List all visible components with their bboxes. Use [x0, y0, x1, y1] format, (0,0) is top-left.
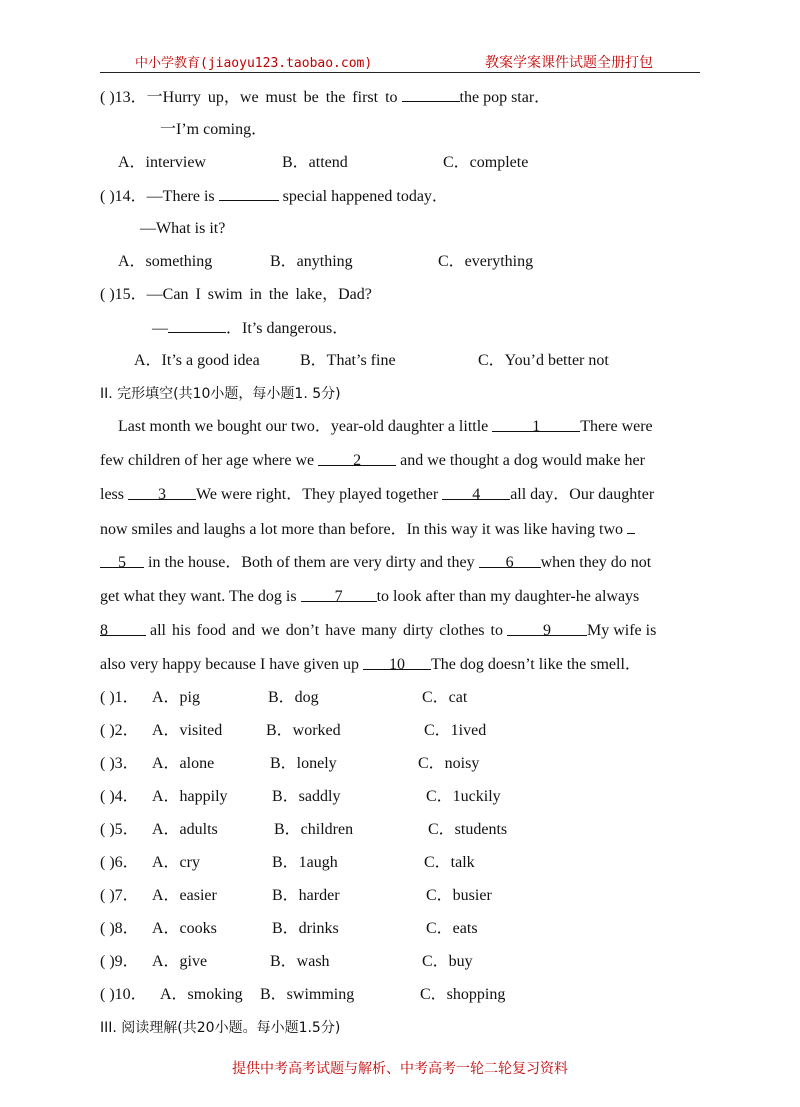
question-number: ( )14．: [100, 188, 147, 205]
option-c: C．everything: [438, 253, 534, 270]
question-15-reply: [152, 318, 348, 338]
option-b: B．wash: [270, 953, 330, 970]
option-c: C．cat: [422, 689, 468, 706]
passage-line-8: [100, 655, 700, 675]
option-number: ( )10．: [100, 986, 147, 1003]
question-stem: —There is: [146, 188, 215, 205]
question-14-reply: —What is it?: [140, 220, 226, 237]
option-a: A．cooks: [152, 920, 217, 937]
cloze-blank-7: 7: [301, 587, 377, 602]
reply-end: ．It’s dangerous．: [226, 320, 349, 337]
passage-text: to look after than my daughter-he always: [376, 588, 640, 605]
cloze-option-row-2: [100, 721, 700, 741]
option-number: ( )8．: [100, 920, 139, 937]
option-c: C．eats: [426, 920, 478, 937]
option-b: B．saddly: [272, 788, 341, 805]
cloze-blank-6: 6: [479, 553, 541, 568]
option-c: C．1uckily: [426, 788, 501, 805]
cloze-blank-5-start: [627, 519, 635, 534]
option-b: B．lonely: [270, 755, 337, 772]
passage-text: less: [100, 486, 124, 503]
page-header: [100, 52, 700, 73]
question-13-reply: 一I’m coming．: [160, 121, 268, 138]
passage-line-2: [100, 451, 700, 471]
option-a: A．easier: [152, 887, 217, 904]
cloze-option-row-4: [100, 787, 700, 807]
section-title-text: III. 阅读理解(共20小题。每小题1.5分): [100, 1020, 341, 1036]
passage-text: few children of her age where we: [100, 452, 315, 469]
option-a: A．It’s a good idea: [134, 352, 260, 369]
option-c: C．1ived: [424, 722, 487, 739]
question-stem-end: special happened today．: [282, 188, 448, 205]
cloze-blank-10: 10: [363, 655, 431, 670]
cloze-option-row-6: [100, 853, 700, 873]
option-c: C．students: [428, 821, 508, 838]
passage-line-1: [118, 417, 700, 437]
passage-text: There were: [580, 418, 653, 435]
question-15-options: [100, 351, 700, 371]
option-number: ( )3．: [100, 755, 139, 772]
cloze-option-row-5: [100, 820, 700, 840]
passage-line-7: [100, 621, 700, 641]
option-c: C．complete: [443, 154, 529, 171]
header-left-text: 中小学教育(jiaoyu123.taobao.com): [135, 56, 373, 71]
cloze-blank-1: 1: [492, 417, 580, 432]
option-a: A．something: [118, 253, 213, 270]
answer-blank: [402, 87, 460, 102]
option-b: B．drinks: [272, 920, 339, 937]
question-number: ( )15．: [100, 286, 147, 303]
option-a: A．adults: [152, 821, 218, 838]
option-c: C．buy: [422, 953, 473, 970]
option-number: ( )4．: [100, 788, 139, 805]
question-stem-end: the pop star．: [459, 89, 551, 106]
passage-text: in the house．Both of them are very dirty and they: [148, 554, 475, 571]
header-right-text: 教案学案课件试题全册打包: [485, 55, 653, 71]
question-number: ( )13．: [100, 89, 147, 106]
cloze-option-row-8: [100, 919, 700, 939]
cloze-option-row-3: [100, 754, 700, 774]
passage-text: when they do not: [540, 554, 652, 571]
option-number: ( )7．: [100, 887, 139, 904]
cloze-blank-8: 8: [100, 621, 146, 636]
passage-text: all day．Our daughter: [510, 486, 655, 503]
option-a: A．pig: [152, 689, 201, 706]
cloze-option-row-9: [100, 952, 700, 972]
option-a: A．visited: [152, 722, 223, 739]
option-c: C．You’d better not: [478, 352, 609, 369]
cloze-blank-9: 9: [507, 621, 587, 636]
option-b: B．worked: [266, 722, 341, 739]
option-b: B．swimming: [260, 986, 355, 1003]
cloze-blank-4: 4: [442, 485, 510, 500]
passage-line-4: [100, 519, 700, 539]
dash: —: [152, 320, 168, 337]
question-15: [100, 285, 372, 305]
question-13: [100, 87, 550, 107]
passage-text: also very happy because I have given up: [100, 656, 360, 673]
passage-text: get what they want. The dog is: [100, 588, 297, 605]
option-b: B．attend: [282, 154, 348, 171]
option-number: ( )5．: [100, 821, 139, 838]
option-c: C．busier: [426, 887, 492, 904]
cloze-option-row-1: [100, 688, 700, 708]
answer-blank: [219, 186, 279, 201]
cloze-blank-3: 3: [128, 485, 196, 500]
option-b: B．dog: [268, 689, 319, 706]
option-c: C．talk: [424, 854, 475, 871]
option-a: A．smoking: [160, 986, 243, 1003]
option-c: C．shopping: [420, 986, 506, 1003]
option-b: B．anything: [270, 253, 353, 270]
cloze-option-row-10: [100, 985, 700, 1005]
option-a: A．give: [152, 953, 208, 970]
cloze-option-row-7: [100, 886, 700, 906]
passage-text: Last month we bought our two．year-old daughter a little: [118, 418, 489, 435]
question-stem: 一Hurry up，we must be the first to: [146, 89, 398, 106]
option-b: B．That’s fine: [300, 352, 396, 369]
question-13-options: [100, 153, 700, 173]
option-a: A．happily: [152, 788, 228, 805]
option-number: ( )2．: [100, 722, 139, 739]
option-b: B．1augh: [272, 854, 338, 871]
passage-line-3: [100, 485, 700, 505]
passage-text: now smiles and laughs a lot more than before．In this way it was like having two: [100, 521, 624, 538]
option-number: ( )9．: [100, 953, 139, 970]
passage-line-5: [100, 553, 700, 573]
cloze-blank-2: 2: [318, 451, 396, 466]
option-b: B．harder: [272, 887, 340, 904]
option-number: ( )6．: [100, 854, 139, 871]
cloze-blank-5: 5: [100, 553, 144, 568]
passage-text: The dog doesn’t like the smell．: [431, 656, 641, 673]
option-a: A．interview: [118, 154, 206, 171]
question-14-options: [100, 252, 700, 272]
passage-text: and we thought a dog would make her: [400, 452, 645, 469]
option-b: B．children: [274, 821, 354, 838]
section-title-text: II. 完形填空(共10小题，每小题1. 5分): [100, 386, 341, 402]
question-stem: —Can I swim in the lake，Dad?: [146, 286, 372, 303]
passage-text: My wife is: [586, 622, 657, 639]
passage-text: We were right．They played together: [196, 486, 439, 503]
option-a: A．cry: [152, 854, 200, 871]
passage-line-6: [100, 587, 700, 607]
page-footer: 提供中考高考试题与解析、中考高考一轮二轮复习资料: [232, 1061, 568, 1077]
question-14: [100, 186, 448, 206]
option-c: C．noisy: [418, 755, 480, 772]
section-3-title: [100, 1018, 340, 1038]
section-2-title: [100, 384, 341, 404]
passage-text: all his food and we don’t have many dirty clothes to: [150, 622, 503, 639]
answer-blank: [168, 318, 226, 333]
option-number: ( )1．: [100, 689, 139, 706]
option-a: A．alone: [152, 755, 215, 772]
